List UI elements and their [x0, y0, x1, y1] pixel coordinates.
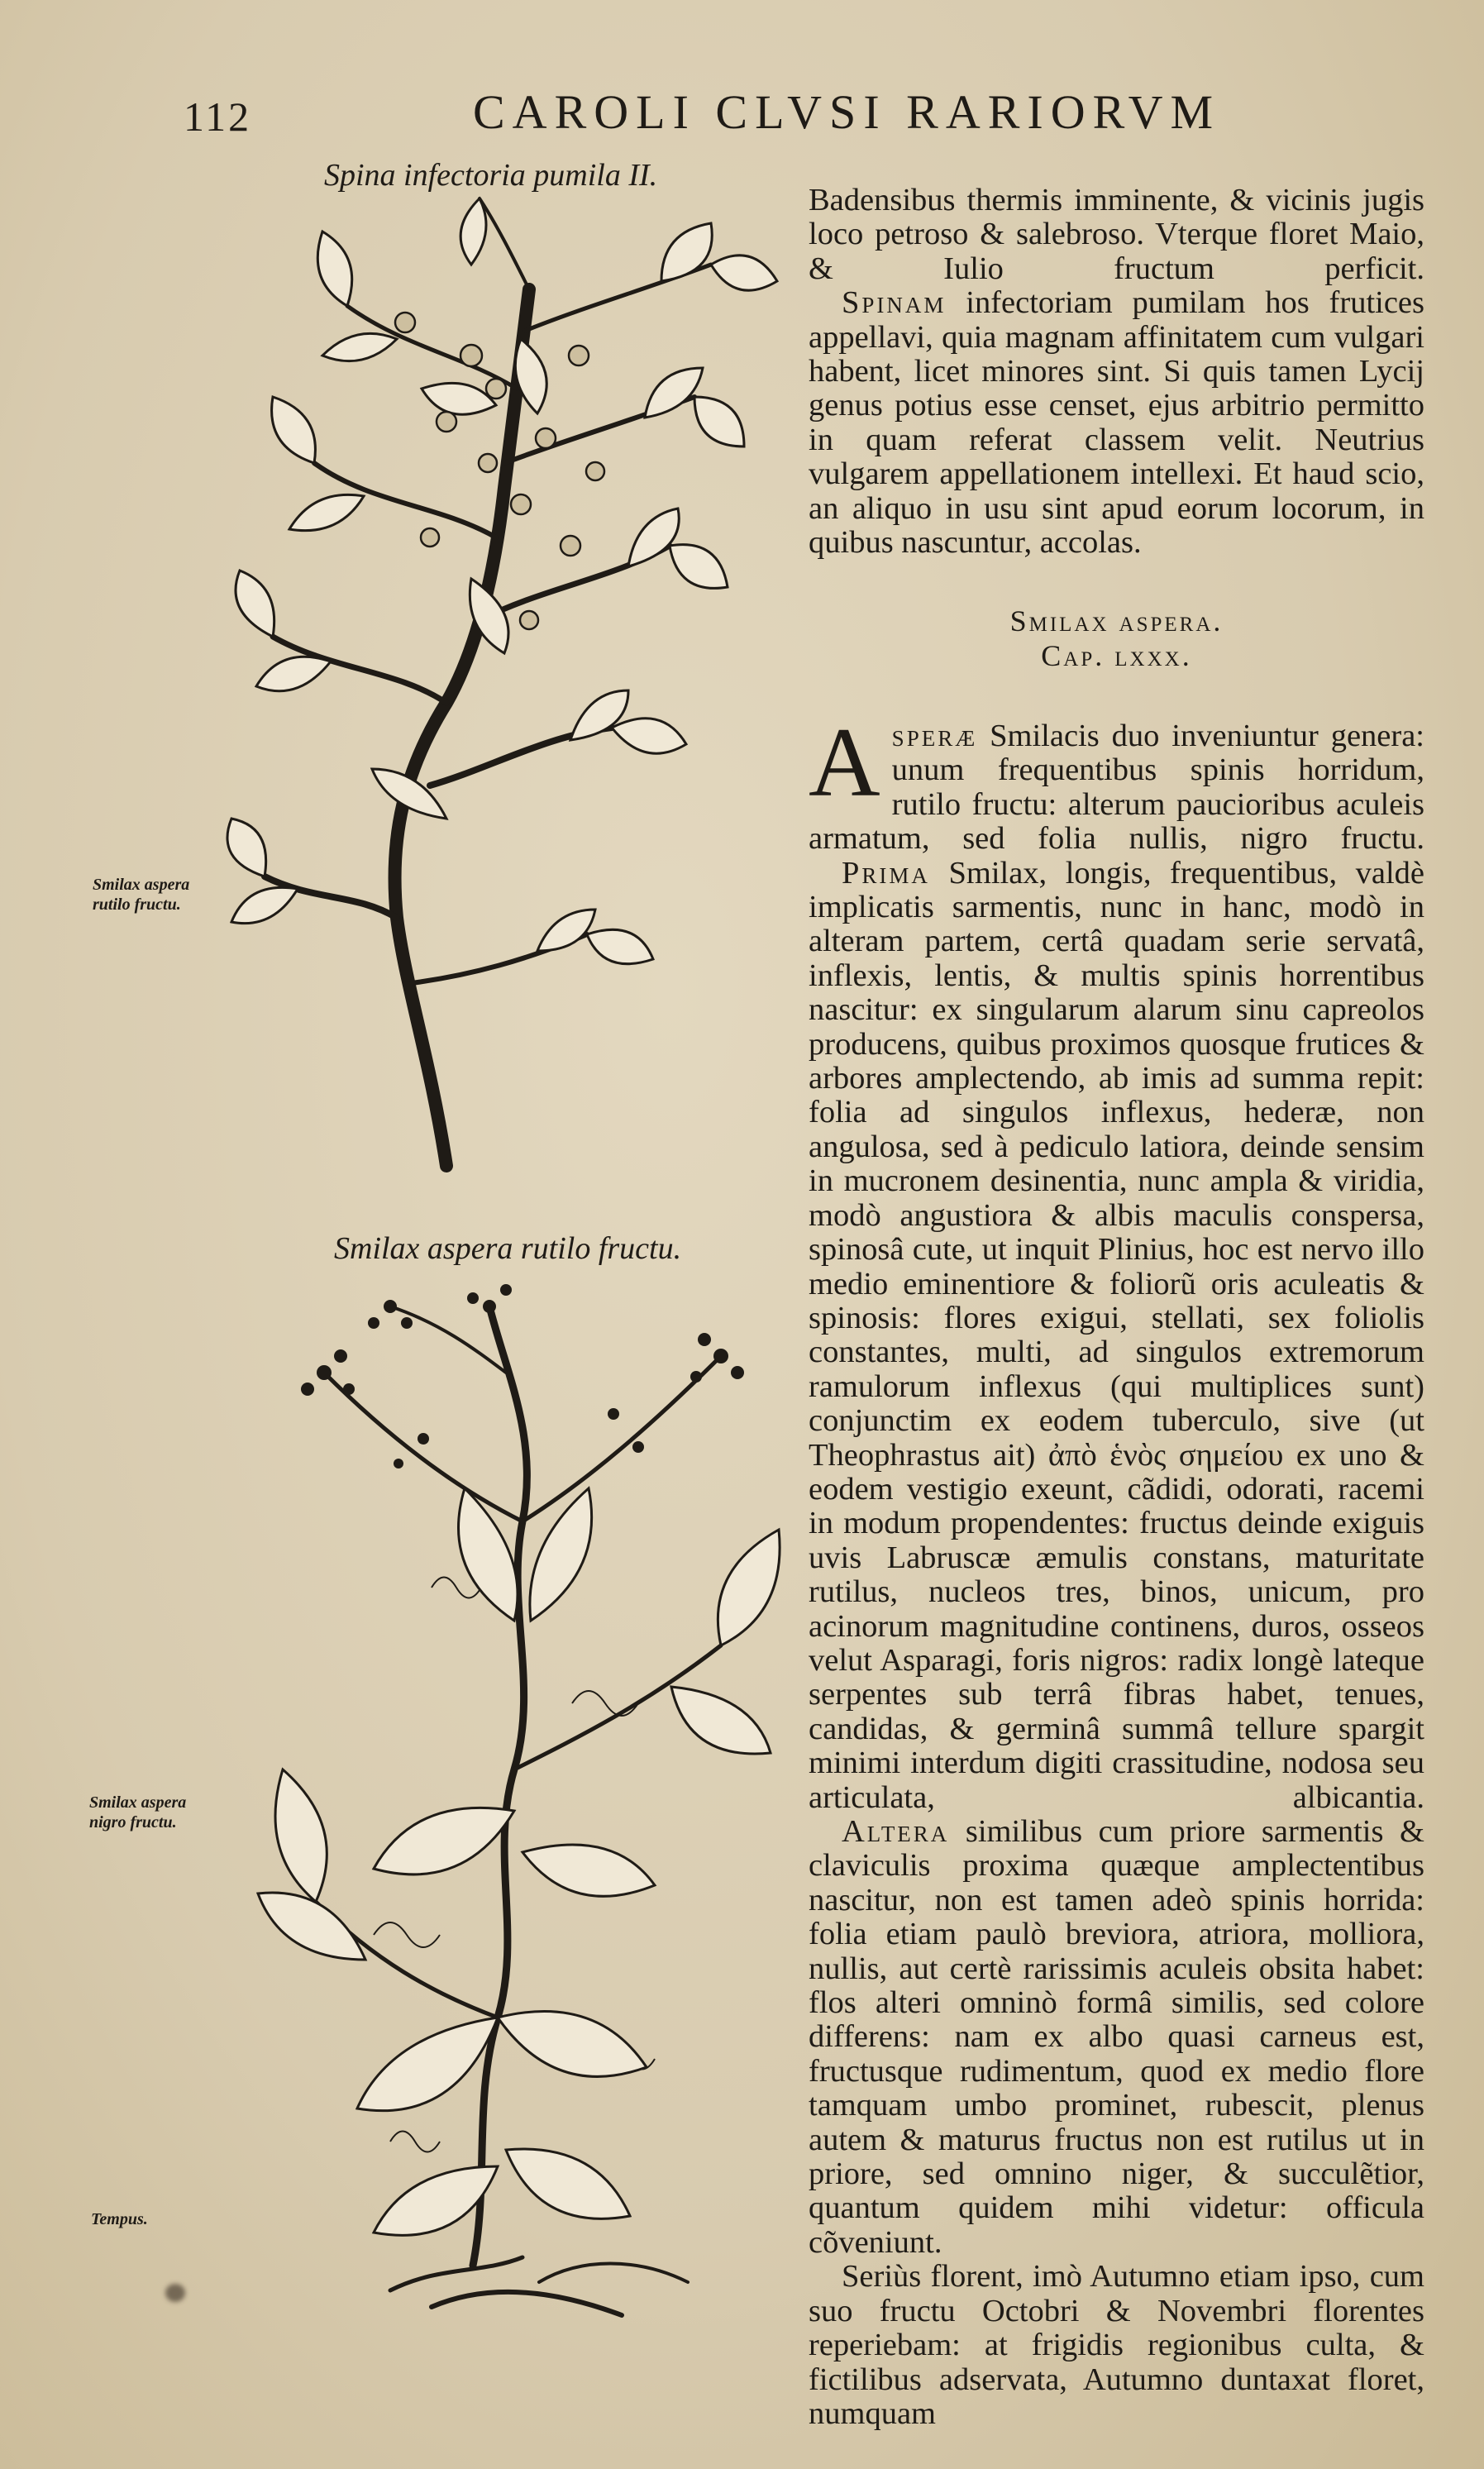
paragraph-continuation: Badensibus thermis imminente, & vicinis jugis loco petroso & salebroso. Vterque floret Maio, & Iulio fructum perficit. [809, 183, 1424, 286]
drop-cap: A [809, 707, 880, 817]
paragraph-asperae [809, 707, 1424, 857]
page-number: 112 [184, 93, 252, 140]
margin-note-nigro: Smilax aspera nigro fructu. [89, 1793, 187, 1831]
paragraph-text: Smilacis duo inveniuntur genera: unum frequentibus spinis horridum, rutilo fructu: alterum paucioribus aculeis armatum, sed folia nullis, nigro fructu. [809, 719, 1424, 857]
paragraph-text: similibus cum priore sarmentis & claviculis proxima quæque amplectentibus nascitur, non est tamen adeò spinis horrida: folia etiam paulò breviora, atriora, molliora, nullis, aut certè rarissimis aculeis obsita habet: flos alteri omninò formâ similis, sed colore differens: nam ex albo quasi carneus est, fructusque rudimentum, quod ex medio flore tamquam umbo prominet, rubescit, plenus autem & maturus fructus non est rutilus ut in priore, sed omnino niger, & succulẽtior, quantum quidem mihi videtur: officula cõveniunt. [809, 1814, 1424, 2260]
paragraph-text: infectoriam pumilam hos frutices appellavi, quia magnam affinitatem cum vulgari habent, licet minores sint. Si quis tamen Lycij genus potius esse censet, ejus arbitrio permitto in quam referat classem velit. Neutrius vulgarem appellationem intellexi. Et haud scio, an aliquo in usu sint apud eorum locorum, in quibus nascuntur, accolas. [809, 285, 1424, 561]
paragraph-prima [809, 857, 1424, 1815]
running-head: CAROLI CLVSI RARIORVM [473, 85, 1221, 139]
woodcut-smilax-aspera-illustration [225, 1273, 795, 2323]
text-block-top [809, 184, 1424, 560]
paragraph-lead-word: Altera [842, 1814, 950, 1849]
chapter-heading [809, 604, 1424, 673]
chapter-number: Cap. lxxx. [1041, 639, 1192, 672]
paragraph-altera [809, 1815, 1424, 2260]
paragraph-lead-word: Spinam [842, 285, 947, 321]
figure-caption-smilax: Smilax aspera rutilo fructu. [334, 1231, 682, 1266]
ink-smudge [165, 2284, 185, 2302]
chapter-body [809, 707, 1424, 2431]
margin-note-tempus: Tempus. [91, 2210, 148, 2228]
paragraph-text: Smilax, longis, frequentibus, valdè implicatis sarmentis, nunc in hanc, modò in alteram partem, certâ quadam serie servatâ, inflexis, lentis, & multis spinis horrentibus nascitur: ex singularum alarum sinu capreolos producens, quibus proximos quosque frutices & arbores amplectendo, ab imis ad summa repit: folia ad singulos inflexus, hederæ, non angulosa, sed à pediculo latiora, deinde sensim in mucronem desinentia, nunc ampla & viridia, modò angustiora & albis maculis conspersa, spinosâ cute, ut inquit Plinius, hoc est nervo illo medio eminentiore & foliorũ oris aculeatis & spinosis: flores exigui, stellati, sex foliolis constantes, multi, ad singulos extremorum ramulorum inflexus (qui multiplices sunt) conjunctim ex eodem tuberculo, sive (ut Theophrastus ait) ἀπὸ ἑνὸς σημείου ex uno & eodem vestigio exeunt, cãdidi, odorati, racemi in modum propendentes: fructus deinde exiguis uvis Labruscæ æmulis constans, maturitate rutilus, nucleos tres, binos, unicum, pro acinorum magnitudine continens, duros, osseos velut Asparagi, foris nigros: radix longè lateque serpentes sub terrâ fibras habet, tenues, candidas, & germinâ summâ tellure spargit minimi interdum digiti crassitudine, nodosa seu articulata, albicantia. [809, 855, 1424, 1815]
margin-note-rutilo: Smilax aspera rutilo fructu. [93, 876, 190, 914]
paragraph-lead-word: Prima [842, 855, 930, 891]
chapter-title: Smilax aspera. [1009, 604, 1224, 638]
paragraph-text: Seriùs florent, imò Autumno etiam ipso, cum suo fructu Octobri & Novembri florentes reperiebam: at frigidis regionibus culta, & fictilibus adservata, Autumno duntaxat floret, numquam [809, 2259, 1424, 2431]
paragraph-lead-word: speræ [891, 719, 978, 753]
paragraph-tempus [809, 2260, 1424, 2431]
paragraph-spinam [809, 286, 1424, 560]
figure-caption-spina: Spina infectoria pumila II. [324, 158, 658, 193]
woodcut-spina-infectoria-illustration [198, 190, 802, 1182]
